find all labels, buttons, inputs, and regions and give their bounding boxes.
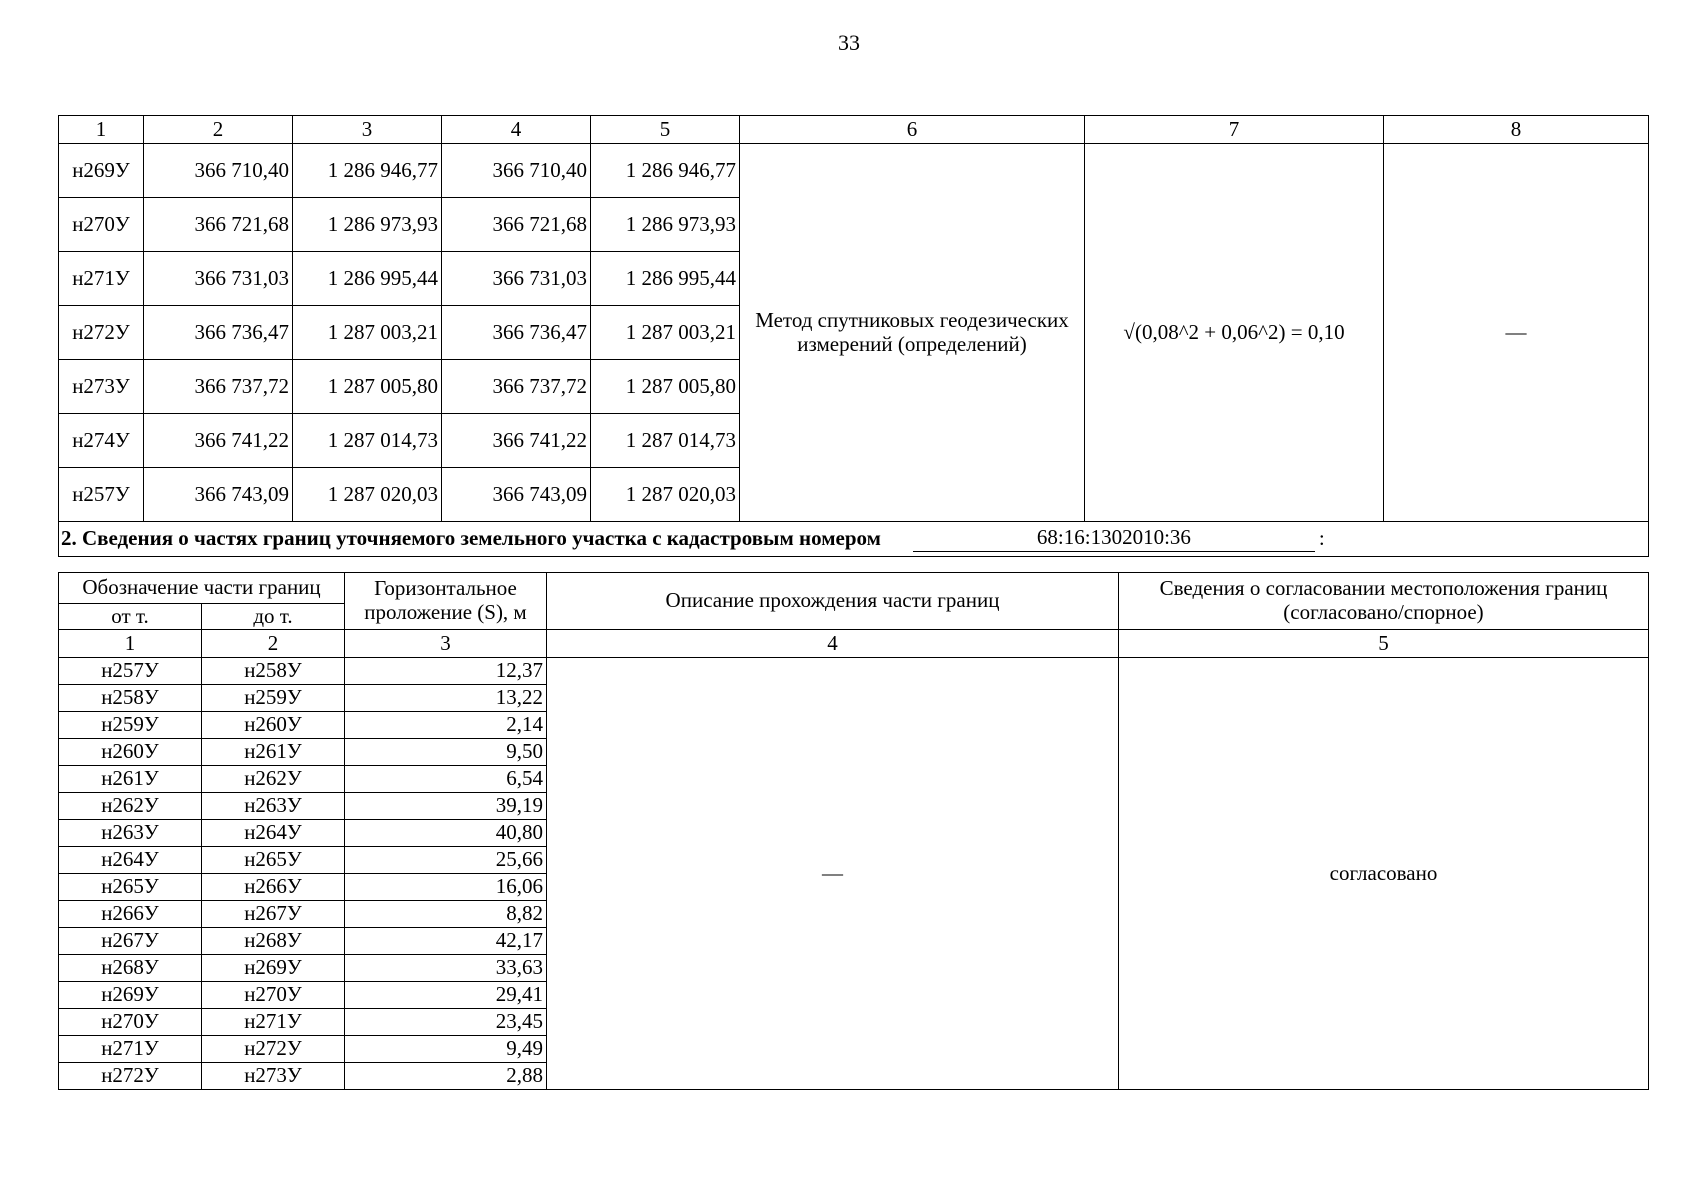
from-point: н271У <box>59 1036 202 1063</box>
accuracy-cell: √(0,08^2 + 0,06^2) = 0,10 <box>1085 144 1384 522</box>
to-point: н273У <box>202 1063 345 1090</box>
point-name: н273У <box>59 360 144 414</box>
y-existing: 1 287 014,73 <box>293 414 442 468</box>
column-number: 2 <box>202 630 345 658</box>
table-header-row <box>59 573 1649 604</box>
description-cell: — <box>547 658 1119 1090</box>
from-point: н262У <box>59 793 202 820</box>
horizontal-distance: 6,54 <box>345 766 547 793</box>
to-point: н263У <box>202 793 345 820</box>
to-point: н262У <box>202 766 345 793</box>
section-title: 2. Сведения о частях границ уточняемого земельного участка с кадастровым номером <box>61 526 881 551</box>
point-name: н257У <box>59 468 144 522</box>
horizontal-distance: 16,06 <box>345 874 547 901</box>
point-name: н270У <box>59 198 144 252</box>
to-point: н266У <box>202 874 345 901</box>
from-point: н270У <box>59 1009 202 1036</box>
to-point: н272У <box>202 1036 345 1063</box>
from-point: н272У <box>59 1063 202 1090</box>
horizontal-distance: 42,17 <box>345 928 547 955</box>
to-point: н261У <box>202 739 345 766</box>
horizontal-distance: 9,49 <box>345 1036 547 1063</box>
to-header: до т. <box>202 604 345 630</box>
x-existing: 366 736,47 <box>144 306 293 360</box>
column-number: 5 <box>1119 630 1649 658</box>
table-number-row <box>59 630 1649 658</box>
table-row <box>59 144 1649 198</box>
to-point: н268У <box>202 928 345 955</box>
from-point: н259У <box>59 712 202 739</box>
from-header: от т. <box>59 604 202 630</box>
point-name: н274У <box>59 414 144 468</box>
y-existing: 1 287 003,21 <box>293 306 442 360</box>
y-specified: 1 286 995,44 <box>591 252 740 306</box>
method-cell: Метод спутниковых геодезических измерений (определений) <box>740 144 1085 522</box>
approval-header: Сведения о согласовании местоположения границ (согласовано/спорное) <box>1119 573 1649 630</box>
y-specified: 1 287 005,80 <box>591 360 740 414</box>
from-point: н261У <box>59 766 202 793</box>
y-existing: 1 286 973,93 <box>293 198 442 252</box>
cadastral-number: 68:16:1302010:36 <box>913 526 1315 552</box>
x-existing: 366 743,09 <box>144 468 293 522</box>
y-specified: 1 286 946,77 <box>591 144 740 198</box>
point-name: н271У <box>59 252 144 306</box>
from-point: н265У <box>59 874 202 901</box>
point-name: н272У <box>59 306 144 360</box>
table-header-row <box>59 116 1649 144</box>
horizontal-distance: 40,80 <box>345 820 547 847</box>
from-point: н260У <box>59 739 202 766</box>
column-number: 4 <box>442 116 591 144</box>
x-specified: 366 731,03 <box>442 252 591 306</box>
x-specified: 366 721,68 <box>442 198 591 252</box>
coordinates-table <box>58 115 1649 557</box>
from-point: н258У <box>59 685 202 712</box>
to-point: н259У <box>202 685 345 712</box>
from-point: н263У <box>59 820 202 847</box>
boundary-parts-table <box>58 572 1649 1090</box>
x-specified: 366 743,09 <box>442 468 591 522</box>
section-2-heading <box>59 522 1649 557</box>
from-point: н267У <box>59 928 202 955</box>
horizontal-distance: 29,41 <box>345 982 547 1009</box>
column-number: 8 <box>1384 116 1649 144</box>
y-existing: 1 286 995,44 <box>293 252 442 306</box>
x-specified: 366 736,47 <box>442 306 591 360</box>
x-existing: 366 721,68 <box>144 198 293 252</box>
from-point: н264У <box>59 847 202 874</box>
x-existing: 366 710,40 <box>144 144 293 198</box>
column-number: 3 <box>293 116 442 144</box>
to-point: н258У <box>202 658 345 685</box>
to-point: н267У <box>202 901 345 928</box>
y-existing: 1 287 020,03 <box>293 468 442 522</box>
x-existing: 366 737,72 <box>144 360 293 414</box>
x-specified: 366 710,40 <box>442 144 591 198</box>
from-point: н266У <box>59 901 202 928</box>
from-point: н257У <box>59 658 202 685</box>
page-number: 33 <box>838 30 860 55</box>
column-number: 4 <box>547 630 1119 658</box>
column-number: 5 <box>591 116 740 144</box>
section-2-row <box>59 522 1649 557</box>
column-8-cell: — <box>1384 144 1649 522</box>
column-number: 1 <box>59 630 202 658</box>
column-number: 3 <box>345 630 547 658</box>
from-point: н269У <box>59 982 202 1009</box>
from-point: н268У <box>59 955 202 982</box>
x-specified: 366 737,72 <box>442 360 591 414</box>
y-specified: 1 287 003,21 <box>591 306 740 360</box>
column-number: 1 <box>59 116 144 144</box>
point-name: н269У <box>59 144 144 198</box>
horizontal-distance: 12,37 <box>345 658 547 685</box>
column-number: 6 <box>740 116 1085 144</box>
to-point: н264У <box>202 820 345 847</box>
to-point: н269У <box>202 955 345 982</box>
horizontal-distance: 33,63 <box>345 955 547 982</box>
section-colon: : <box>1318 526 1325 551</box>
horizontal-distance: 25,66 <box>345 847 547 874</box>
horizontal-distance: 9,50 <box>345 739 547 766</box>
column-number: 7 <box>1085 116 1384 144</box>
column-number: 2 <box>144 116 293 144</box>
horizontal-distance: 2,88 <box>345 1063 547 1090</box>
horizontal-distance: 23,45 <box>345 1009 547 1036</box>
x-specified: 366 741,22 <box>442 414 591 468</box>
table-row <box>59 658 1649 685</box>
x-existing: 366 731,03 <box>144 252 293 306</box>
to-point: н260У <box>202 712 345 739</box>
horizontal-distance: 39,19 <box>345 793 547 820</box>
designation-header: Обозначение части границ <box>59 573 345 604</box>
approval-cell: согласовано <box>1119 658 1649 1090</box>
x-existing: 366 741,22 <box>144 414 293 468</box>
y-existing: 1 286 946,77 <box>293 144 442 198</box>
description-header: Описание прохождения части границ <box>547 573 1119 630</box>
horizontal-distance: 13,22 <box>345 685 547 712</box>
to-point: н271У <box>202 1009 345 1036</box>
horizontal-distance: 2,14 <box>345 712 547 739</box>
horizontal-header: Горизонтальное проложение (S), м <box>345 573 547 630</box>
y-existing: 1 287 005,80 <box>293 360 442 414</box>
to-point: н270У <box>202 982 345 1009</box>
y-specified: 1 287 020,03 <box>591 468 740 522</box>
y-specified: 1 287 014,73 <box>591 414 740 468</box>
y-specified: 1 286 973,93 <box>591 198 740 252</box>
horizontal-distance: 8,82 <box>345 901 547 928</box>
to-point: н265У <box>202 847 345 874</box>
